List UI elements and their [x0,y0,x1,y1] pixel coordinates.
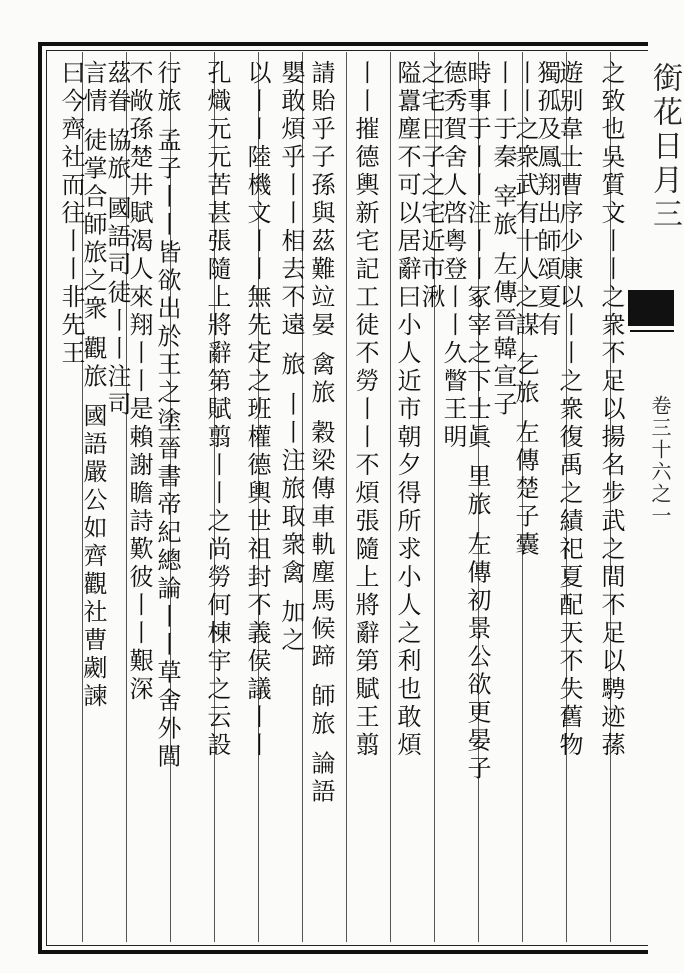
fishtail-mark [628,290,674,326]
text-column: 茲眷 協旅 國語司徒丨丨注司 [103,60,131,420]
text-column: 嬰敢煩乎丨丨相去不遠 旅 丨丨注旅取衆禽 加之 [277,60,305,655]
margin-rule [630,330,674,332]
text-column: 不敞孫楚井賦渴人來翔丨丨是賴謝瞻詩歎彼丨丨艱深 [125,60,153,704]
text-column: 隘囂塵不可以居辭曰小人近市朝夕得所求小人之利也敢煩 [393,60,421,760]
text-column: 時事于丨丨注丨丨冢宰之下士眞 里旅 左傳初景公欲更晏子 [463,60,491,784]
text-column: 言情 徒掌合師旅之衆 觀旅 國語嚴公如齊觀社曹劌諫 [79,60,107,711]
page-margin-header [628,0,684,973]
text-column: 曰今齊社而往丨丨非先王 [57,60,85,368]
book-title: 銜花日月三 [647,62,682,232]
text-column: 之宅曰子之宅近市湫 [417,60,445,312]
text-column: 丨丨于秦 宰旅 左傳晉韓宣子 [489,60,517,420]
text-column: 丨丨摧德輿新宅記工徒不勞丨丨不煩張隨上將辭第賦王翦 [351,60,379,760]
text-column: 獨孤及鳳翔出師頌夏有 [533,60,561,340]
text-column: 丨丨之衆武有十人之謀 乞旅 左傳楚子囊 [511,60,539,560]
text-column: 孔熾元元苦甚張隨上將辭第賦翦丨丨之尚勞何棟宇之云設 [203,60,231,760]
text-column: 遊别韋士曹序少康以丨丨之衆復禹之績祀夏配天不失舊物 [555,60,583,760]
text-column: 之致也吳質文丨丨之衆不足以揚名步武之間不足以騁迹蓀 [597,60,625,760]
volume-label: 卷三十六之一 [648,395,672,527]
text-column: 以丨丨陸機文丨丨無先定之班權德輿世祖封不義侯議丨丨 [243,60,271,760]
text-column: 德秀賀舍人啓粤登丨丨久瞥王明 [439,60,467,452]
text-column: 行旅 孟子丨丨皆欲出於王之塗晉書帝紀總論丨丨草舍外閭 [153,60,181,772]
text-column: 請貽乎子孫與茲難竝晏 禽旅 穀梁傳車軌塵馬候蹄 師旅 論語 [307,60,335,807]
